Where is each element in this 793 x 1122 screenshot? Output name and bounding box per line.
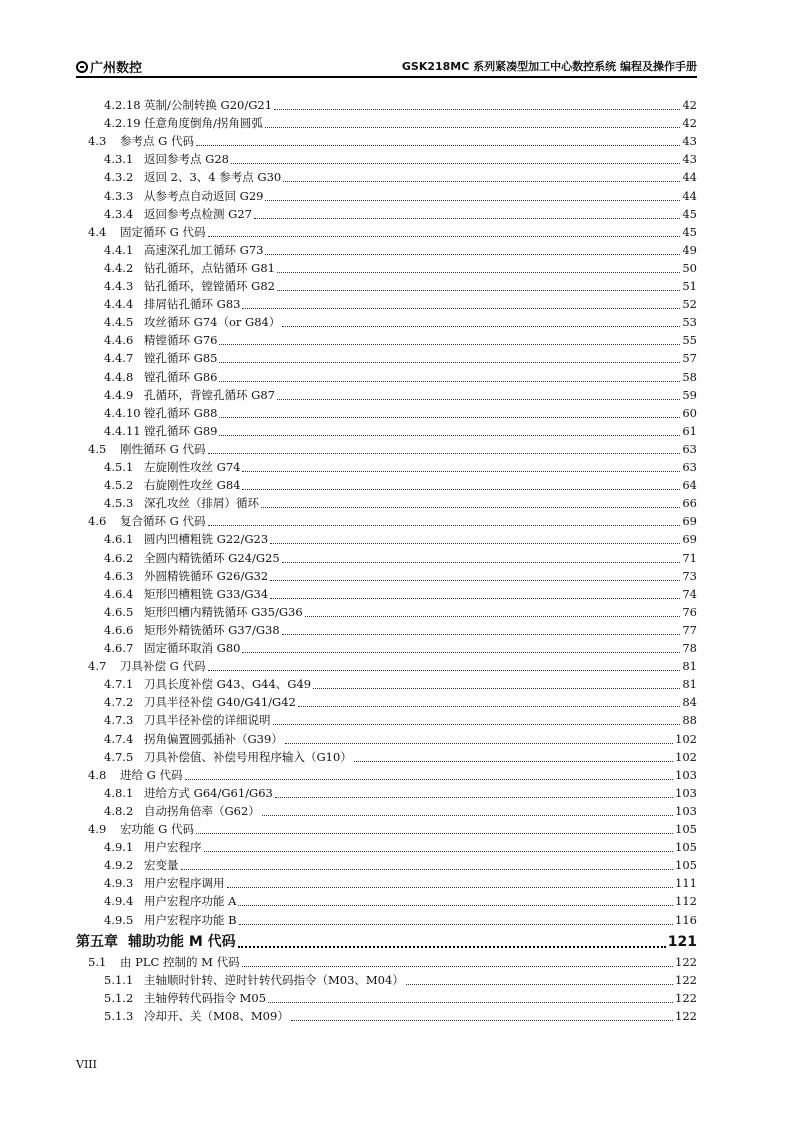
toc-entry-page: 103 [675, 785, 697, 800]
toc-entry-number: 4.2.19 [104, 116, 141, 131]
toc-entry[interactable] [104, 114, 697, 132]
toc-entry[interactable] [104, 368, 697, 386]
dot-leader [204, 839, 674, 852]
toc-entry-title: 主轴停转代码指令 M05 [144, 990, 267, 1005]
toc-entry-title: 任意角度倒角/拐角圆弧 [144, 116, 263, 131]
toc-entry-title: 圆内凹槽粗铣 G22/G23 [144, 532, 269, 547]
toc-entry-number: 4.4.10 [104, 405, 141, 420]
toc-entry-number: 5.1 [88, 954, 107, 969]
toc-entry-page: 122 [675, 1008, 697, 1023]
toc-entry-title: 主轴顺时针转、逆时针转代码指令（M03、M04） [144, 972, 404, 987]
dot-leader [270, 531, 680, 544]
toc-entry-title: 进给方式 G64/G61/G63 [144, 785, 273, 800]
toc-entry-number: 4.7.2 [104, 695, 134, 710]
toc-entry[interactable] [104, 150, 697, 168]
toc-entry-number: 4.7.3 [104, 713, 134, 728]
toc-entry-number: 4.4.3 [104, 279, 134, 293]
toc-entry-title: 刀具半径补偿 G40/G41/G42 [144, 695, 296, 710]
toc-entry-number: 4.4.9 [104, 387, 134, 402]
toc-entry-number: 4.3.4 [104, 206, 134, 221]
toc-entry[interactable] [104, 549, 697, 567]
toc-entry-title: 刚性循环 G 代码 [120, 441, 206, 456]
toc-entry-title: 宏功能 G 代码 [120, 822, 194, 836]
toc-entry-title: 复合循环 G 代码 [120, 514, 206, 529]
toc-entry-title: 深孔攻丝（排屑）循环 [144, 496, 259, 511]
toc-entry-number: 4.7.5 [104, 749, 134, 764]
dot-leader [219, 369, 680, 382]
toc-entry-number: 4.4 [88, 224, 107, 239]
toc-entry-page: 45 [682, 224, 697, 239]
dot-leader [273, 712, 681, 725]
toc-entry[interactable] [104, 458, 697, 476]
dot-leader [242, 459, 680, 472]
toc-entry[interactable] [104, 241, 697, 259]
toc-entry-page: 49 [682, 242, 697, 257]
toc-entry[interactable] [104, 711, 697, 729]
toc-entry-page: 53 [682, 315, 697, 330]
toc-entry-page: 55 [682, 333, 697, 348]
toc-entry-title: 矩形凹槽内精铣循环 G35/G36 [144, 604, 303, 619]
dot-leader [238, 932, 666, 948]
toc-entry[interactable] [104, 675, 697, 693]
toc-entry-title: 返回 2、3、4 参考点 G30 [144, 170, 282, 185]
dot-leader [242, 640, 680, 653]
dot-leader [262, 803, 673, 816]
toc-entry-number: 4.4.6 [104, 333, 134, 348]
toc-entry-page: 76 [682, 604, 697, 619]
toc-entry-number: 4.4.11 [104, 423, 141, 438]
toc-entry-number: 4.6.7 [104, 641, 134, 655]
toc-entry-number: 4.3 [88, 134, 107, 149]
toc-entry[interactable] [104, 1007, 697, 1025]
dot-leader [285, 731, 673, 744]
toc-entry[interactable] [104, 259, 697, 277]
toc-entry-page: 112 [675, 894, 697, 909]
toc-entry[interactable] [104, 730, 697, 748]
toc-entry-title: 从参考点自动返回 G29 [144, 188, 264, 203]
toc-entry[interactable] [88, 766, 697, 784]
dot-leader [274, 97, 680, 110]
toc-entry-page: 116 [675, 912, 697, 927]
toc-entry-page: 45 [682, 206, 697, 221]
toc-entry-page: 64 [682, 478, 697, 493]
toc-entry-page: 66 [682, 496, 697, 511]
toc-entry-title: 全圆内精铣循环 G24/G25 [144, 550, 280, 565]
toc-entry-page: 102 [675, 731, 697, 746]
toc-entry-page: 63 [682, 441, 697, 456]
toc-entry[interactable] [104, 205, 697, 223]
toc-entry-page: 102 [675, 749, 697, 764]
logo-icon [76, 61, 88, 73]
toc-entry-title: 镗孔循环 G88 [144, 405, 218, 420]
toc-entry-title: 高速深孔加工循环 G73 [144, 242, 264, 257]
dot-leader [219, 423, 680, 436]
toc-entry-page: 88 [682, 713, 697, 728]
toc-entry-title: 排屑钻孔循环 G83 [144, 297, 241, 312]
toc-entry-title: 右旋刚性攻丝 G84 [144, 478, 241, 493]
toc-entry-title: 用户宏程序功能 B [144, 912, 237, 927]
toc-entry[interactable] [88, 820, 697, 838]
toc-entry[interactable] [104, 168, 697, 186]
toc-entry[interactable] [104, 603, 697, 621]
toc-entry-number: 4.6.6 [104, 622, 134, 637]
toc-entry-page: 42 [682, 116, 697, 131]
toc-entry-number: 4.3.1 [104, 152, 134, 167]
toc-entry-title: 由 PLC 控制的 M 代码 [120, 954, 240, 969]
toc-entry-page: 105 [675, 858, 697, 873]
dot-leader [242, 296, 680, 309]
toc-entry-number: 4.6.1 [104, 532, 134, 547]
toc-entry-page: 105 [675, 822, 697, 836]
toc-entry[interactable] [104, 331, 697, 349]
toc-entry-number: 4.8.1 [104, 785, 134, 800]
toc-entry-number: 4.5.2 [104, 478, 134, 493]
toc-entry-title: 镗孔循环 G89 [144, 423, 218, 438]
toc-entry[interactable] [104, 892, 697, 910]
company-logo [76, 57, 142, 76]
dot-leader [275, 785, 673, 798]
toc-entry-number: 5.1.3 [104, 1008, 134, 1023]
toc-entry-page: 58 [682, 369, 697, 384]
toc-entry[interactable] [104, 476, 697, 494]
toc-entry-title: 镗孔循环 G85 [144, 351, 218, 366]
toc-entry-title: 固定循环 G 代码 [120, 224, 206, 239]
dot-leader [242, 477, 680, 490]
toc-entry-number: 4.9 [88, 822, 107, 836]
toc-entry[interactable] [104, 621, 697, 639]
toc-entry-page: 81 [682, 659, 697, 674]
toc-entry[interactable] [104, 748, 697, 766]
dot-leader [181, 857, 674, 870]
toc-entry-title: 参考点 G 代码 [120, 134, 194, 149]
toc-entry-number: 4.4.1 [104, 242, 134, 257]
toc-entry-number: 4.6.4 [104, 586, 134, 601]
toc-entry[interactable] [104, 971, 697, 989]
dot-leader [270, 568, 680, 581]
dot-leader [270, 586, 680, 599]
dot-leader [238, 893, 673, 906]
dot-leader [291, 1008, 673, 1021]
dot-leader [313, 676, 680, 689]
toc-entry-number: 4.5.3 [104, 496, 134, 511]
toc-entry-title: 进给 G 代码 [120, 767, 183, 782]
toc-entry-number: 4.7.1 [104, 677, 134, 692]
toc-entry[interactable] [104, 585, 697, 603]
toc-entry-number: 5.1.2 [104, 990, 134, 1005]
toc-entry[interactable] [104, 313, 697, 331]
dot-leader [219, 350, 680, 363]
dot-leader [406, 972, 673, 985]
toc-entry-page: 43 [682, 152, 697, 167]
dot-leader [208, 513, 681, 526]
toc-entry-title: 返回参考点检测 G27 [144, 206, 252, 221]
toc-entry-title: 固定循环取消 G80 [144, 641, 241, 655]
toc-entry-title: 孔循环，背镗孔循环 G87 [144, 387, 275, 402]
toc-entry-title: 冷却开、关（M08、M09） [144, 1008, 289, 1023]
dot-leader [265, 188, 680, 201]
toc-entry[interactable] [104, 802, 697, 820]
toc-entry-title: 宏变量 [144, 858, 179, 873]
toc-entry-title: 矩形凹槽粗铣 G33/G34 [144, 586, 269, 601]
toc-entry-number: 4.6 [88, 514, 107, 529]
toc-entry[interactable] [104, 784, 697, 802]
toc-entry-page: 69 [682, 532, 697, 547]
toc-entry-page: 44 [682, 170, 697, 185]
toc-entry-page: 50 [682, 260, 697, 275]
toc-entry-page: 74 [682, 586, 697, 601]
toc-entry-title: 钻孔循环，镗镗循环 G82 [144, 279, 275, 293]
toc-entry-page: 77 [682, 622, 697, 637]
toc-entry[interactable] [88, 132, 697, 150]
toc-entry-page: 122 [675, 954, 697, 969]
toc-entry[interactable] [104, 404, 697, 422]
toc-entry[interactable] [104, 693, 697, 711]
toc-entry-title: 自动拐角倍率（G62） [144, 803, 260, 818]
toc-entry[interactable] [104, 874, 697, 892]
dot-leader [305, 604, 681, 617]
toc-entry-title: 刀具长度补偿 G43、G44、G49 [144, 677, 312, 692]
toc-entry-page: 63 [682, 460, 697, 474]
toc-entry-page: 103 [675, 767, 697, 782]
toc-entry-number: 4.4.7 [104, 351, 134, 366]
toc-entry-page: 81 [682, 677, 697, 692]
toc-entry-number: 4.9.4 [104, 894, 134, 909]
toc-entry-page: 111 [675, 876, 697, 891]
toc-entry-title: 刀具补偿 G 代码 [120, 659, 206, 674]
toc-entry-page: 43 [682, 134, 697, 149]
toc-entry-page: 122 [675, 972, 697, 987]
page-header [76, 56, 697, 78]
dot-leader [196, 821, 673, 834]
toc-entry-title: 左旋刚性攻丝 G74 [144, 460, 241, 474]
toc-entry-page: 84 [682, 695, 697, 710]
toc-entry[interactable] [88, 657, 697, 675]
toc-entry-number: 4.4.5 [104, 315, 134, 330]
toc-entry[interactable] [104, 295, 697, 313]
toc-entry[interactable] [104, 187, 697, 205]
toc-entry-page: 73 [682, 568, 697, 583]
dot-leader [261, 495, 680, 508]
toc-entry[interactable] [88, 953, 697, 971]
toc-entry-page: 69 [682, 514, 697, 529]
manual-title: GSK218MC 系列紧凑型加工中心数控系统 编程及操作手册 [401, 60, 697, 73]
toc-entry-title: 外圆精铣循环 G26/G32 [144, 568, 269, 583]
toc-entry-page: 121 [667, 933, 697, 950]
dot-leader [208, 224, 681, 237]
toc-entry-number: 4.3.3 [104, 188, 134, 203]
toc-entry-title: 镗孔循环 G86 [144, 369, 218, 384]
toc-entry-page: 59 [682, 387, 697, 402]
toc-entry-number: 4.6.2 [104, 550, 134, 565]
toc-entry-page: 57 [682, 351, 697, 366]
dot-leader [208, 658, 681, 671]
dot-leader [231, 151, 680, 164]
toc-entry[interactable] [104, 838, 697, 856]
toc-entry[interactable] [104, 422, 697, 440]
toc-entry-title: 拐角偏置圆弧插补（G39） [144, 731, 283, 746]
toc-entry-number: 4.7 [88, 659, 107, 674]
toc-entry-number: 4.6.3 [104, 568, 134, 583]
dot-leader [219, 332, 680, 345]
toc-entry-number: 4.9.2 [104, 858, 134, 873]
toc-entry-number: 4.4.8 [104, 369, 134, 384]
toc-entry[interactable] [104, 494, 697, 512]
toc-entry[interactable] [104, 639, 697, 657]
toc-entry-page: 61 [682, 423, 697, 438]
toc-entry-number: 4.9.5 [104, 912, 134, 927]
toc-entry-number: 4.9.1 [104, 840, 134, 855]
toc-entry-number: 4.3.2 [104, 170, 134, 185]
toc-entry-number: 4.5 [88, 441, 107, 456]
toc-entry-title: 刀具半径补偿的详细说明 [144, 713, 271, 728]
toc-entry-number: 4.9.3 [104, 876, 134, 891]
toc-entry[interactable] [88, 223, 697, 241]
dot-leader [265, 242, 680, 255]
dot-leader [227, 875, 674, 888]
dot-leader [208, 441, 681, 454]
toc-entry[interactable] [104, 856, 697, 874]
toc-entry-title: 刀具补偿值、补偿号用程序输入（G10） [144, 749, 352, 764]
toc-entry[interactable] [104, 96, 697, 114]
toc-entry-number: 第五章 [76, 933, 118, 950]
dot-leader [277, 278, 680, 291]
dot-leader [239, 912, 673, 925]
toc-entry-number: 4.7.4 [104, 731, 134, 746]
toc-entry[interactable] [104, 386, 697, 404]
dot-leader [282, 550, 681, 563]
toc-entry-page: 103 [675, 803, 697, 818]
toc-entry[interactable] [104, 989, 697, 1007]
dot-leader [283, 169, 680, 182]
toc-entry-page: 42 [682, 98, 697, 112]
toc-entry[interactable] [104, 567, 697, 585]
toc-entry-page: 105 [675, 840, 697, 855]
toc-entry-page: 51 [682, 279, 697, 293]
dot-leader [282, 622, 681, 635]
dot-leader [298, 694, 680, 707]
toc-entry[interactable] [88, 440, 697, 458]
toc-entry-number: 4.2.18 [104, 98, 141, 112]
logo-text: 广州数控 [90, 61, 143, 76]
toc-entry-number: 5.1.1 [104, 972, 134, 987]
toc-entry[interactable] [104, 530, 697, 548]
toc-entry-title: 辅助功能 M 代码 [128, 933, 236, 950]
page-number: VIII [76, 1058, 97, 1071]
toc-entry-page: 122 [675, 990, 697, 1005]
toc-entry-page: 44 [682, 188, 697, 203]
toc-entry[interactable] [104, 911, 697, 929]
toc-entry-title: 攻丝循环 G74（or G84） [144, 315, 281, 330]
dot-leader [254, 206, 680, 219]
toc-entry-number: 4.5.1 [104, 460, 134, 474]
dot-leader [354, 749, 673, 762]
toc-entry-page: 78 [682, 641, 697, 655]
toc-entry-number: 4.4.4 [104, 297, 134, 312]
toc-entry[interactable] [88, 512, 697, 530]
dot-leader [282, 314, 680, 327]
toc-entry-page: 60 [682, 405, 697, 420]
toc-entry-title: 用户宏程序 [144, 840, 202, 855]
dot-leader [277, 260, 680, 273]
toc-entry-title: 返回参考点 G28 [144, 152, 229, 167]
toc-entry-title: 用户宏程序功能 A [144, 894, 237, 909]
dot-leader [242, 954, 673, 967]
toc-entry-title: 用户宏程序调用 [144, 876, 225, 891]
toc-entry-title: 精镗循环 G76 [144, 333, 218, 348]
toc-entry-number: 4.8 [88, 767, 107, 782]
toc-entry[interactable] [104, 349, 697, 367]
toc-chapter-entry[interactable] [76, 931, 697, 953]
dot-leader [196, 133, 680, 146]
toc-entry-number: 4.8.2 [104, 803, 134, 818]
toc-entry-number: 4.6.5 [104, 604, 134, 619]
toc-entry-title: 英制/公制转换 G20/G21 [144, 98, 273, 112]
toc-entry-number: 4.4.2 [104, 260, 134, 275]
toc-entry-page: 71 [682, 550, 697, 565]
toc-entry-title: 矩形外精铣循环 G37/G38 [144, 622, 280, 637]
toc-entry[interactable] [104, 277, 697, 295]
dot-leader [185, 767, 674, 780]
dot-leader [268, 990, 673, 1003]
dot-leader [265, 115, 680, 128]
toc-entry-page: 52 [682, 297, 697, 312]
dot-leader [277, 387, 680, 400]
toc-entry-title: 钻孔循环，点钻循环 G81 [144, 260, 275, 275]
dot-leader [219, 405, 680, 418]
